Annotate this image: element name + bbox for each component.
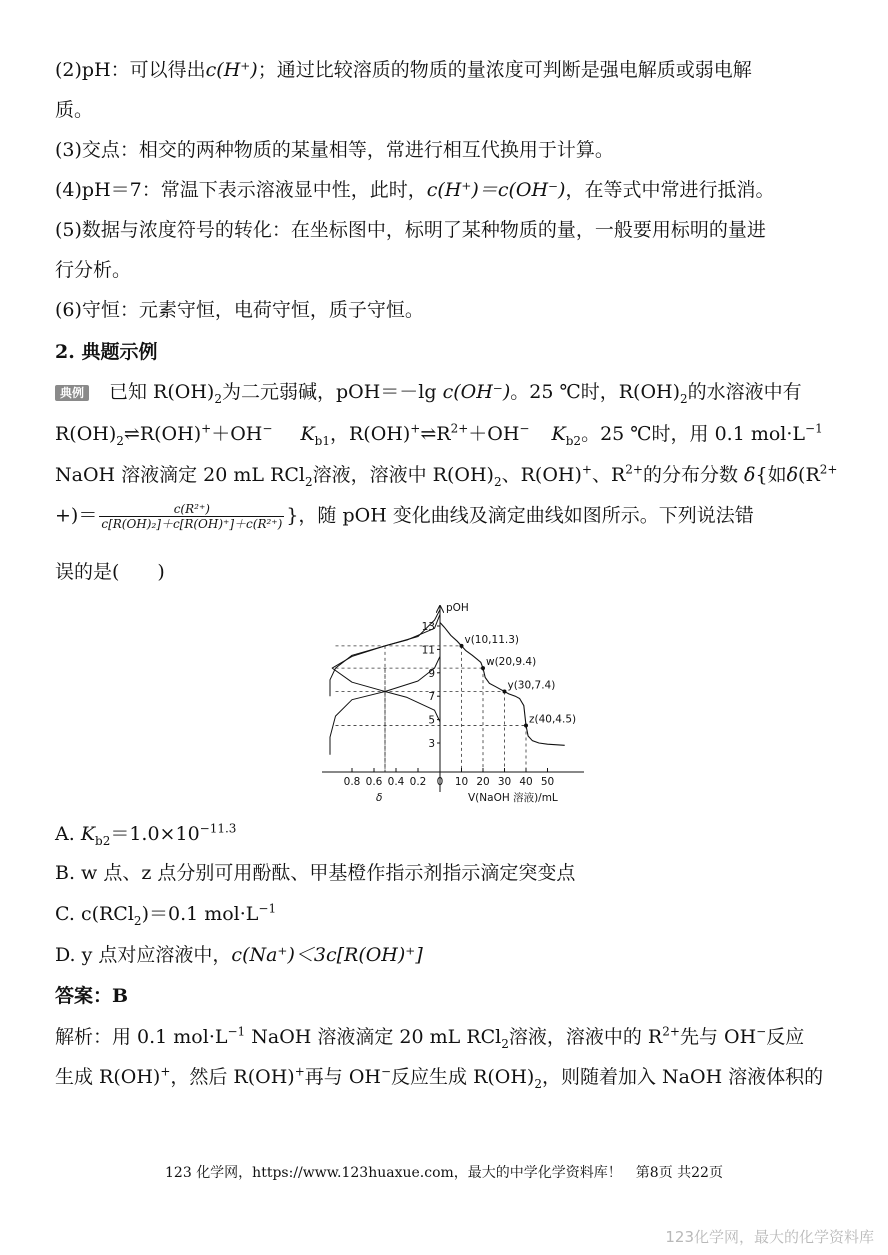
titration-point-label: y(30,7.4): [507, 679, 556, 692]
section-title: 2. 典题示例: [55, 341, 158, 363]
item-5-line2: 行分析。: [55, 259, 132, 281]
item-3: (3)交点：相交的两种物质的某量相等，常进行相互代换用于计算。: [55, 139, 614, 161]
item-5-line1: (5)数据与浓度符号的转化：在坐标图中，标明了某种物质的量，一般要用标明的量进: [55, 219, 766, 241]
example-line1: 典例 已知 $R(OH)_2$为二元弱碱，pOH＝－lg c(OH⁻)。25 ℃时，$R(OH)_2$的水溶液中有: [55, 380, 802, 404]
delta-tick-label: 0.4: [387, 776, 405, 788]
delta-tick-label: 0.8: [343, 776, 361, 788]
volume-tick-label: 10: [454, 776, 469, 788]
answer: 答案：B: [55, 985, 129, 1007]
y-tick-label: 11: [421, 644, 435, 657]
y-tick-label: 9: [428, 667, 435, 680]
delta-tick-label: 0: [436, 776, 444, 788]
example-line3: NaOH 溶液滴定 20 mL RCl$_2$溶液，溶液中 $R(OH)_2$、R(OH)+、$R^{2+}$的分布分数 δ{如$\delta(R^{2+}$: [55, 462, 838, 489]
option-d: D. y 点对应溶液中，c(Na⁺)＜3c[R(OH)⁺]: [55, 944, 423, 966]
volume-tick-label: 40: [519, 776, 533, 788]
option-b: B. w 点、z 点分别可用酚酞、甲基橙作指示剂指示滴定突变点: [55, 862, 576, 884]
example-line4: +)＝ $\frac{\text{c(R²⁺)}}{\text{c[R(OH)₂]＋c[R(OH)⁺]＋c(R²⁺)}}$ }，随 pOH 变化曲线及滴定曲线如图所示。下列说法错: [55, 502, 754, 531]
example-badge: 典例: [55, 385, 89, 401]
option-a: A. $K_{b2}=1.0\times 10^{-11.3}$: [55, 821, 237, 848]
example-line5: 误的是( ): [55, 561, 165, 583]
y-tick-label: 13: [421, 621, 435, 633]
titration-point-label: w(20,9.4): [486, 656, 537, 669]
analysis-line1: 解析：用 0.1 $mol\cdot L^{-1}$ NaOH 溶液滴定 20 mL RCl$_2$溶液，溶液中的 $R^{2+}$先与 OH−反应: [55, 1024, 805, 1051]
y-axis-label: pOH: [446, 602, 469, 614]
item-2-line1: (2)pH：可以得出c(H⁺)；通过比较溶质的物质的量浓度可判断是强电解质或弱电解: [55, 59, 752, 81]
x-axis-label-volume: V(NaOH 溶液)/mL: [468, 792, 558, 804]
item-6: (6)守恒：元素守恒，电荷守恒，质子守恒。: [55, 299, 424, 321]
volume-tick-label: 30: [497, 776, 512, 788]
watermark: 123化学网，最大的化学资料库: [665, 1228, 874, 1246]
delta-tick-label: 0.2: [409, 776, 427, 788]
option-c: C. c(RCl$_2$)＝0.1 $mol\cdot L^{-1}$: [55, 901, 277, 928]
titration-point: [481, 666, 485, 670]
titration-chart: [300, 596, 600, 808]
titration-point-label: v(10,11.3): [464, 633, 519, 646]
x-axis-label-delta: δ: [376, 792, 383, 804]
item-4: (4)pH＝7：常温下表示溶液显中性，此时，c(H⁺)＝c(OH⁻)，在等式中常进行抵消。: [55, 179, 775, 201]
volume-tick-label: 20: [476, 776, 490, 788]
y-tick-label: 5: [428, 714, 435, 727]
y-tick-label: 7: [428, 691, 435, 704]
y-tick-label: 3: [428, 738, 435, 750]
titration-point: [460, 644, 464, 648]
analysis-line2: 生成 R(OH)+，然后 R(OH)+再与 OH−反应生成 $R(OH)_2$，则随着加入 NaOH 溶液体积的: [55, 1064, 824, 1091]
page-footer: 123 化学网，https://www.123huaxue.com，最大的中学化学资料库！ 第8页 共22页: [165, 1165, 723, 1181]
example-line2: $R(OH)_2\rightleftharpoons R(OH)^++OH^-$ $K_{b1}$，$R(OH)^+\rightleftharpoons R^{2+}+OH^-$ $K_{b2}$。25 ℃时，用 0.1 $mol\cdot L^{-1}$: [55, 421, 823, 448]
titration-point: [524, 723, 528, 727]
item-2-line2: 质。: [55, 99, 94, 121]
volume-tick-label: 50: [540, 776, 555, 788]
distribution-fraction: $\frac{\text{c(R²⁺)}}{\text{c[R(OH)₂]＋c[R(OH)⁺]＋c(R²⁺)}}$: [101, 502, 283, 531]
titration-point: [503, 690, 507, 694]
delta-tick-label: 0.6: [365, 776, 383, 788]
titration-point-label: z(40,4.5): [529, 713, 577, 726]
